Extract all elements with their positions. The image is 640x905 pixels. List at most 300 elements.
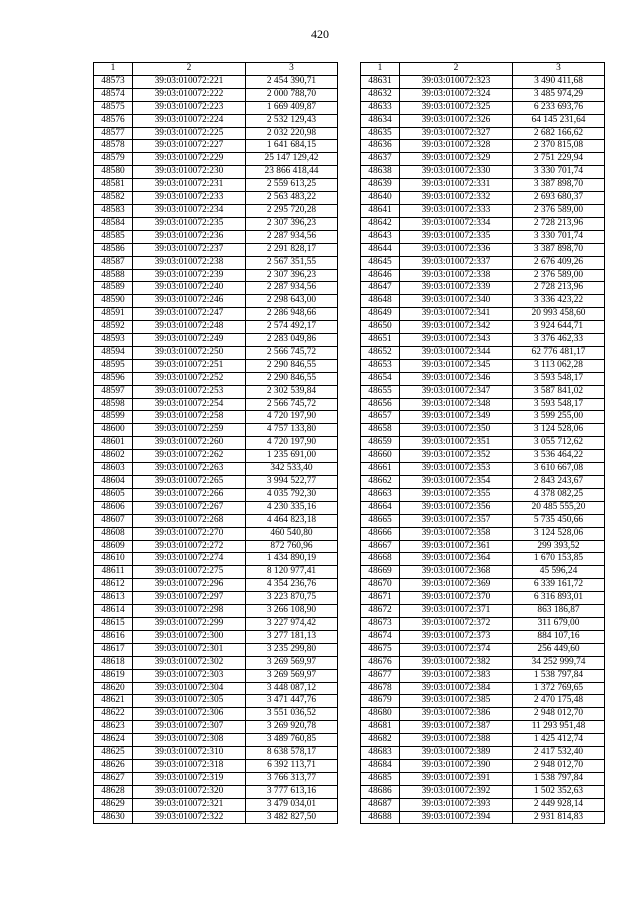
value-cell: 2 574 492,17 [246,321,338,334]
table-row [361,75,605,88]
row-number-cell: 48655 [361,385,400,398]
cadastral-number-cell: 39:03:010072:369 [400,579,513,592]
value-cell: 2 559 613,25 [246,179,338,192]
cadastral-number-cell: 39:03:010072:348 [400,398,513,411]
cadastral-number-cell: 39:03:010072:260 [133,437,246,450]
table-row [94,682,338,695]
table-row [361,166,605,179]
table-row [94,747,338,760]
value-cell: 3 269 569,97 [246,669,338,682]
column-header: 3 [513,63,605,76]
cadastral-number-cell: 39:03:010072:221 [133,75,246,88]
row-number-cell: 48649 [361,308,400,321]
value-cell: 2 676 409,26 [513,256,605,269]
value-cell: 5 735 450,66 [513,514,605,527]
row-number-cell: 48610 [94,553,133,566]
table-row [94,540,338,553]
table-row [94,243,338,256]
table-row [94,140,338,153]
value-cell: 3 994 522,77 [246,476,338,489]
value-cell: 2 290 846,55 [246,372,338,385]
table-row [361,217,605,230]
value-cell: 4 757 133,80 [246,424,338,437]
cadastral-number-cell: 39:03:010072:222 [133,88,246,101]
row-number-cell: 48644 [361,243,400,256]
value-cell: 3 766 313,77 [246,772,338,785]
row-number-cell: 48630 [94,811,133,824]
value-cell: 1 425 412,74 [513,734,605,747]
cadastral-number-cell: 39:03:010072:329 [400,153,513,166]
row-number-cell: 48578 [94,140,133,153]
table-row [94,346,338,359]
table-row [361,566,605,579]
value-cell: 3 777 613,16 [246,785,338,798]
cadastral-number-cell: 39:03:010072:306 [133,708,246,721]
value-cell: 3 124 528,06 [513,424,605,437]
cadastral-number-cell: 39:03:010072:320 [133,785,246,798]
cadastral-number-cell: 39:03:010072:251 [133,359,246,372]
row-number-cell: 48632 [361,88,400,101]
table-row [94,192,338,205]
cadastral-number-cell: 39:03:010072:385 [400,695,513,708]
cadastral-number-cell: 39:03:010072:373 [400,630,513,643]
value-cell: 23 866 418,44 [246,166,338,179]
value-cell: 20 485 555,20 [513,501,605,514]
table-row [94,811,338,824]
table-row [94,617,338,630]
value-cell: 3 551 036,52 [246,708,338,721]
cadastral-number-cell: 39:03:010072:230 [133,166,246,179]
value-cell: 1 235 691,00 [246,450,338,463]
cadastral-number-cell: 39:03:010072:338 [400,269,513,282]
row-number-cell: 48683 [361,747,400,760]
value-cell: 6 316 893,01 [513,592,605,605]
value-cell: 2 283 049,86 [246,334,338,347]
table-row [361,437,605,450]
row-number-cell: 48616 [94,630,133,643]
cadastral-number-cell: 39:03:010072:231 [133,179,246,192]
row-number-cell: 48667 [361,540,400,553]
value-cell: 6 339 161,72 [513,579,605,592]
value-cell: 2 307 396,23 [246,269,338,282]
table-row [94,630,338,643]
cadastral-number-cell: 39:03:010072:263 [133,463,246,476]
value-cell: 2 290 846,55 [246,359,338,372]
table-row [361,88,605,101]
row-number-cell: 48658 [361,424,400,437]
table-row [361,411,605,424]
cadastral-number-cell: 39:03:010072:334 [400,217,513,230]
row-number-cell: 48656 [361,398,400,411]
cadastral-number-cell: 39:03:010072:259 [133,424,246,437]
row-number-cell: 48642 [361,217,400,230]
row-number-cell: 48631 [361,75,400,88]
value-cell: 2 948 012,70 [513,759,605,772]
value-cell: 2 295 720,28 [246,204,338,217]
value-cell: 2 470 175,48 [513,695,605,708]
cadastral-number-cell: 39:03:010072:386 [400,708,513,721]
row-number-cell: 48604 [94,476,133,489]
cadastral-number-cell: 39:03:010072:304 [133,682,246,695]
table-row [361,501,605,514]
table-row [361,721,605,734]
row-number-cell: 48617 [94,643,133,656]
row-number-cell: 48595 [94,359,133,372]
row-number-cell: 48588 [94,269,133,282]
table-row [361,359,605,372]
row-number-cell: 48647 [361,282,400,295]
row-number-cell: 48623 [94,721,133,734]
cadastral-number-cell: 39:03:010072:343 [400,334,513,347]
value-cell: 3 266 108,90 [246,605,338,618]
cadastral-number-cell: 39:03:010072:319 [133,772,246,785]
table-row [361,734,605,747]
cadastral-number-cell: 39:03:010072:233 [133,192,246,205]
table-row [94,708,338,721]
row-number-cell: 48607 [94,514,133,527]
table-row [361,398,605,411]
value-cell: 34 252 999,74 [513,656,605,669]
row-number-cell: 48601 [94,437,133,450]
table-row [361,747,605,760]
value-cell: 2 449 928,14 [513,798,605,811]
cadastral-number-cell: 39:03:010072:361 [400,540,513,553]
value-cell: 1 372 769,65 [513,682,605,695]
value-cell: 4 720 197,90 [246,437,338,450]
cadastral-number-cell: 39:03:010072:345 [400,359,513,372]
row-number-cell: 48598 [94,398,133,411]
row-number-cell: 48628 [94,785,133,798]
table-row [361,321,605,334]
cadastral-number-cell: 39:03:010072:389 [400,747,513,760]
cadastral-number-cell: 39:03:010072:336 [400,243,513,256]
row-number-cell: 48618 [94,656,133,669]
row-number-cell: 48636 [361,140,400,153]
value-cell: 25 147 129,42 [246,153,338,166]
table-row [94,579,338,592]
value-cell: 4 378 082,25 [513,488,605,501]
cadastral-number-cell: 39:03:010072:357 [400,514,513,527]
table-row [94,566,338,579]
table-row [94,153,338,166]
value-cell: 2 286 948,66 [246,308,338,321]
value-cell: 3 593 548,17 [513,372,605,385]
table-row [361,811,605,824]
value-cell: 45 596,24 [513,566,605,579]
value-cell: 3 448 087,12 [246,682,338,695]
value-cell: 2 563 483,22 [246,192,338,205]
table-row [94,553,338,566]
cadastral-number-cell: 39:03:010072:356 [400,501,513,514]
cadastral-number-cell: 39:03:010072:318 [133,759,246,772]
row-number-cell: 48586 [94,243,133,256]
cadastral-number-cell: 39:03:010072:372 [400,617,513,630]
cadastral-number-cell: 39:03:010072:371 [400,605,513,618]
row-number-cell: 48633 [361,101,400,114]
cadastral-number-cell: 39:03:010072:300 [133,630,246,643]
row-number-cell: 48577 [94,127,133,140]
header-row [94,63,338,76]
table-row [94,88,338,101]
table-row [94,217,338,230]
table-row [94,385,338,398]
cadastral-number-cell: 39:03:010072:339 [400,282,513,295]
value-cell: 3 490 411,68 [513,75,605,88]
column-header: 2 [400,63,513,76]
table-row [94,230,338,243]
cadastral-number-cell: 39:03:010072:308 [133,734,246,747]
value-cell: 4 720 197,90 [246,411,338,424]
row-number-cell: 48625 [94,747,133,760]
table-row [361,772,605,785]
page-number: 420 [311,27,329,41]
cadastral-number-cell: 39:03:010072:296 [133,579,246,592]
value-cell: 2 376 589,00 [513,204,605,217]
row-number-cell: 48608 [94,527,133,540]
table-row [361,179,605,192]
cadastral-number-cell: 39:03:010072:323 [400,75,513,88]
table-row [361,579,605,592]
row-number-cell: 48639 [361,179,400,192]
row-number-cell: 48627 [94,772,133,785]
column-header: 3 [246,63,338,76]
value-cell: 2 728 213,96 [513,282,605,295]
value-cell: 3 489 760,85 [246,734,338,747]
row-number-cell: 48645 [361,256,400,269]
table-row [94,179,338,192]
value-cell: 2 751 229,94 [513,153,605,166]
value-cell: 3 479 034,01 [246,798,338,811]
row-number-cell: 48600 [94,424,133,437]
row-number-cell: 48653 [361,359,400,372]
row-number-cell: 48614 [94,605,133,618]
value-cell: 3 610 667,08 [513,463,605,476]
cadastral-number-cell: 39:03:010072:254 [133,398,246,411]
table-row [361,759,605,772]
value-cell: 299 393,52 [513,540,605,553]
table-row [361,656,605,669]
cadastral-number-cell: 39:03:010072:268 [133,514,246,527]
row-number-cell: 48676 [361,656,400,669]
cadastral-number-cell: 39:03:010072:270 [133,527,246,540]
column-header: 1 [361,63,400,76]
value-cell: 20 993 458,60 [513,308,605,321]
table-row [94,721,338,734]
value-cell: 3 599 255,00 [513,411,605,424]
cadastral-number-cell: 39:03:010072:234 [133,204,246,217]
row-number-cell: 48659 [361,437,400,450]
row-number-cell: 48641 [361,204,400,217]
cadastral-number-cell: 39:03:010072:275 [133,566,246,579]
table-row [94,321,338,334]
cadastral-number-cell: 39:03:010072:229 [133,153,246,166]
row-number-cell: 48662 [361,476,400,489]
cadastral-number-cell: 39:03:010072:393 [400,798,513,811]
cadastral-number-cell: 39:03:010072:351 [400,437,513,450]
table-row [94,334,338,347]
right-table [360,62,605,824]
table-row [361,334,605,347]
value-cell: 872 760,96 [246,540,338,553]
row-number-cell: 48674 [361,630,400,643]
value-cell: 4 230 335,16 [246,501,338,514]
value-cell: 3 485 974,29 [513,88,605,101]
table-row [361,630,605,643]
row-number-cell: 48638 [361,166,400,179]
value-cell: 64 145 231,64 [513,114,605,127]
table-row [94,605,338,618]
row-number-cell: 48684 [361,759,400,772]
value-cell: 1 434 890,19 [246,553,338,566]
value-cell: 3 124 528,06 [513,527,605,540]
cadastral-number-cell: 39:03:010072:253 [133,385,246,398]
table-row [94,101,338,114]
table-row [94,501,338,514]
cadastral-number-cell: 39:03:010072:267 [133,501,246,514]
cadastral-number-cell: 39:03:010072:394 [400,811,513,824]
cadastral-number-cell: 39:03:010072:392 [400,785,513,798]
row-number-cell: 48673 [361,617,400,630]
value-cell: 2 532 129,43 [246,114,338,127]
row-number-cell: 48637 [361,153,400,166]
cadastral-number-cell: 39:03:010072:236 [133,230,246,243]
row-number-cell: 48590 [94,295,133,308]
table-row [361,643,605,656]
cadastral-number-cell: 39:03:010072:302 [133,656,246,669]
table-row [361,514,605,527]
value-cell: 6 392 113,71 [246,759,338,772]
value-cell: 1 538 797,84 [513,772,605,785]
row-number-cell: 48624 [94,734,133,747]
table-row [361,695,605,708]
row-number-cell: 48605 [94,488,133,501]
row-number-cell: 48634 [361,114,400,127]
value-cell: 3 376 462,33 [513,334,605,347]
value-cell: 3 330 701,74 [513,166,605,179]
table-row [361,282,605,295]
cadastral-number-cell: 39:03:010072:297 [133,592,246,605]
row-number-cell: 48686 [361,785,400,798]
row-number-cell: 48669 [361,566,400,579]
cadastral-number-cell: 39:03:010072:326 [400,114,513,127]
table-row [361,230,605,243]
row-number-cell: 48591 [94,308,133,321]
table-row [94,295,338,308]
table-row [94,450,338,463]
cadastral-number-cell: 39:03:010072:305 [133,695,246,708]
cadastral-number-cell: 39:03:010072:390 [400,759,513,772]
cadastral-number-cell: 39:03:010072:265 [133,476,246,489]
cadastral-number-cell: 39:03:010072:353 [400,463,513,476]
row-number-cell: 48580 [94,166,133,179]
row-number-cell: 48584 [94,217,133,230]
cadastral-number-cell: 39:03:010072:332 [400,192,513,205]
cadastral-number-cell: 39:03:010072:355 [400,488,513,501]
cadastral-number-cell: 39:03:010072:227 [133,140,246,153]
value-cell: 3 227 974,42 [246,617,338,630]
value-cell: 2 454 390,71 [246,75,338,88]
row-number-cell: 48576 [94,114,133,127]
value-cell: 863 186,87 [513,605,605,618]
cadastral-number-cell: 39:03:010072:249 [133,334,246,347]
value-cell: 2 417 532,40 [513,747,605,760]
value-cell: 3 336 423,22 [513,295,605,308]
cadastral-number-cell: 39:03:010072:238 [133,256,246,269]
row-number-cell: 48606 [94,501,133,514]
cadastral-number-cell: 39:03:010072:252 [133,372,246,385]
row-number-cell: 48575 [94,101,133,114]
row-number-cell: 48657 [361,411,400,424]
table-row [361,101,605,114]
row-number-cell: 48675 [361,643,400,656]
value-cell: 2 000 788,70 [246,88,338,101]
table-row [361,682,605,695]
row-number-cell: 48589 [94,282,133,295]
row-number-cell: 48599 [94,411,133,424]
value-cell: 2 693 680,37 [513,192,605,205]
row-number-cell: 48612 [94,579,133,592]
value-cell: 3 924 644,71 [513,321,605,334]
row-number-cell: 48679 [361,695,400,708]
table-row [361,114,605,127]
value-cell: 2 566 745,72 [246,398,338,411]
cadastral-number-cell: 39:03:010072:240 [133,282,246,295]
row-number-cell: 48640 [361,192,400,205]
table-row [94,437,338,450]
row-number-cell: 48680 [361,708,400,721]
value-cell: 3 536 464,22 [513,450,605,463]
value-cell: 2 931 814,83 [513,811,605,824]
table-row [94,372,338,385]
table-row [361,450,605,463]
cadastral-number-cell: 39:03:010072:322 [133,811,246,824]
cadastral-number-cell: 39:03:010072:383 [400,669,513,682]
value-cell: 4 035 792,30 [246,488,338,501]
table-row [94,734,338,747]
cadastral-number-cell: 39:03:010072:324 [400,88,513,101]
cadastral-number-cell: 39:03:010072:341 [400,308,513,321]
column-header: 2 [133,63,246,76]
row-number-cell: 48593 [94,334,133,347]
cadastral-number-cell: 39:03:010072:247 [133,308,246,321]
table-row [94,785,338,798]
value-cell: 311 679,00 [513,617,605,630]
row-number-cell: 48671 [361,592,400,605]
table-row [361,669,605,682]
row-number-cell: 48668 [361,553,400,566]
table-row [361,463,605,476]
row-number-cell: 48594 [94,346,133,359]
table-row [361,708,605,721]
table-row [94,514,338,527]
row-number-cell: 48663 [361,488,400,501]
value-cell: 342 533,40 [246,463,338,476]
value-cell: 2 307 396,23 [246,217,338,230]
row-number-cell: 48574 [94,88,133,101]
cadastral-number-cell: 39:03:010072:342 [400,321,513,334]
cadastral-number-cell: 39:03:010072:370 [400,592,513,605]
row-number-cell: 48579 [94,153,133,166]
row-number-cell: 48682 [361,734,400,747]
value-cell: 2 302 539,84 [246,385,338,398]
value-cell: 2 298 643,00 [246,295,338,308]
value-cell: 2 287 934,56 [246,230,338,243]
table-row [361,540,605,553]
value-cell: 256 449,60 [513,643,605,656]
table-row [94,669,338,682]
value-cell: 3 482 827,50 [246,811,338,824]
cadastral-number-cell: 39:03:010072:330 [400,166,513,179]
